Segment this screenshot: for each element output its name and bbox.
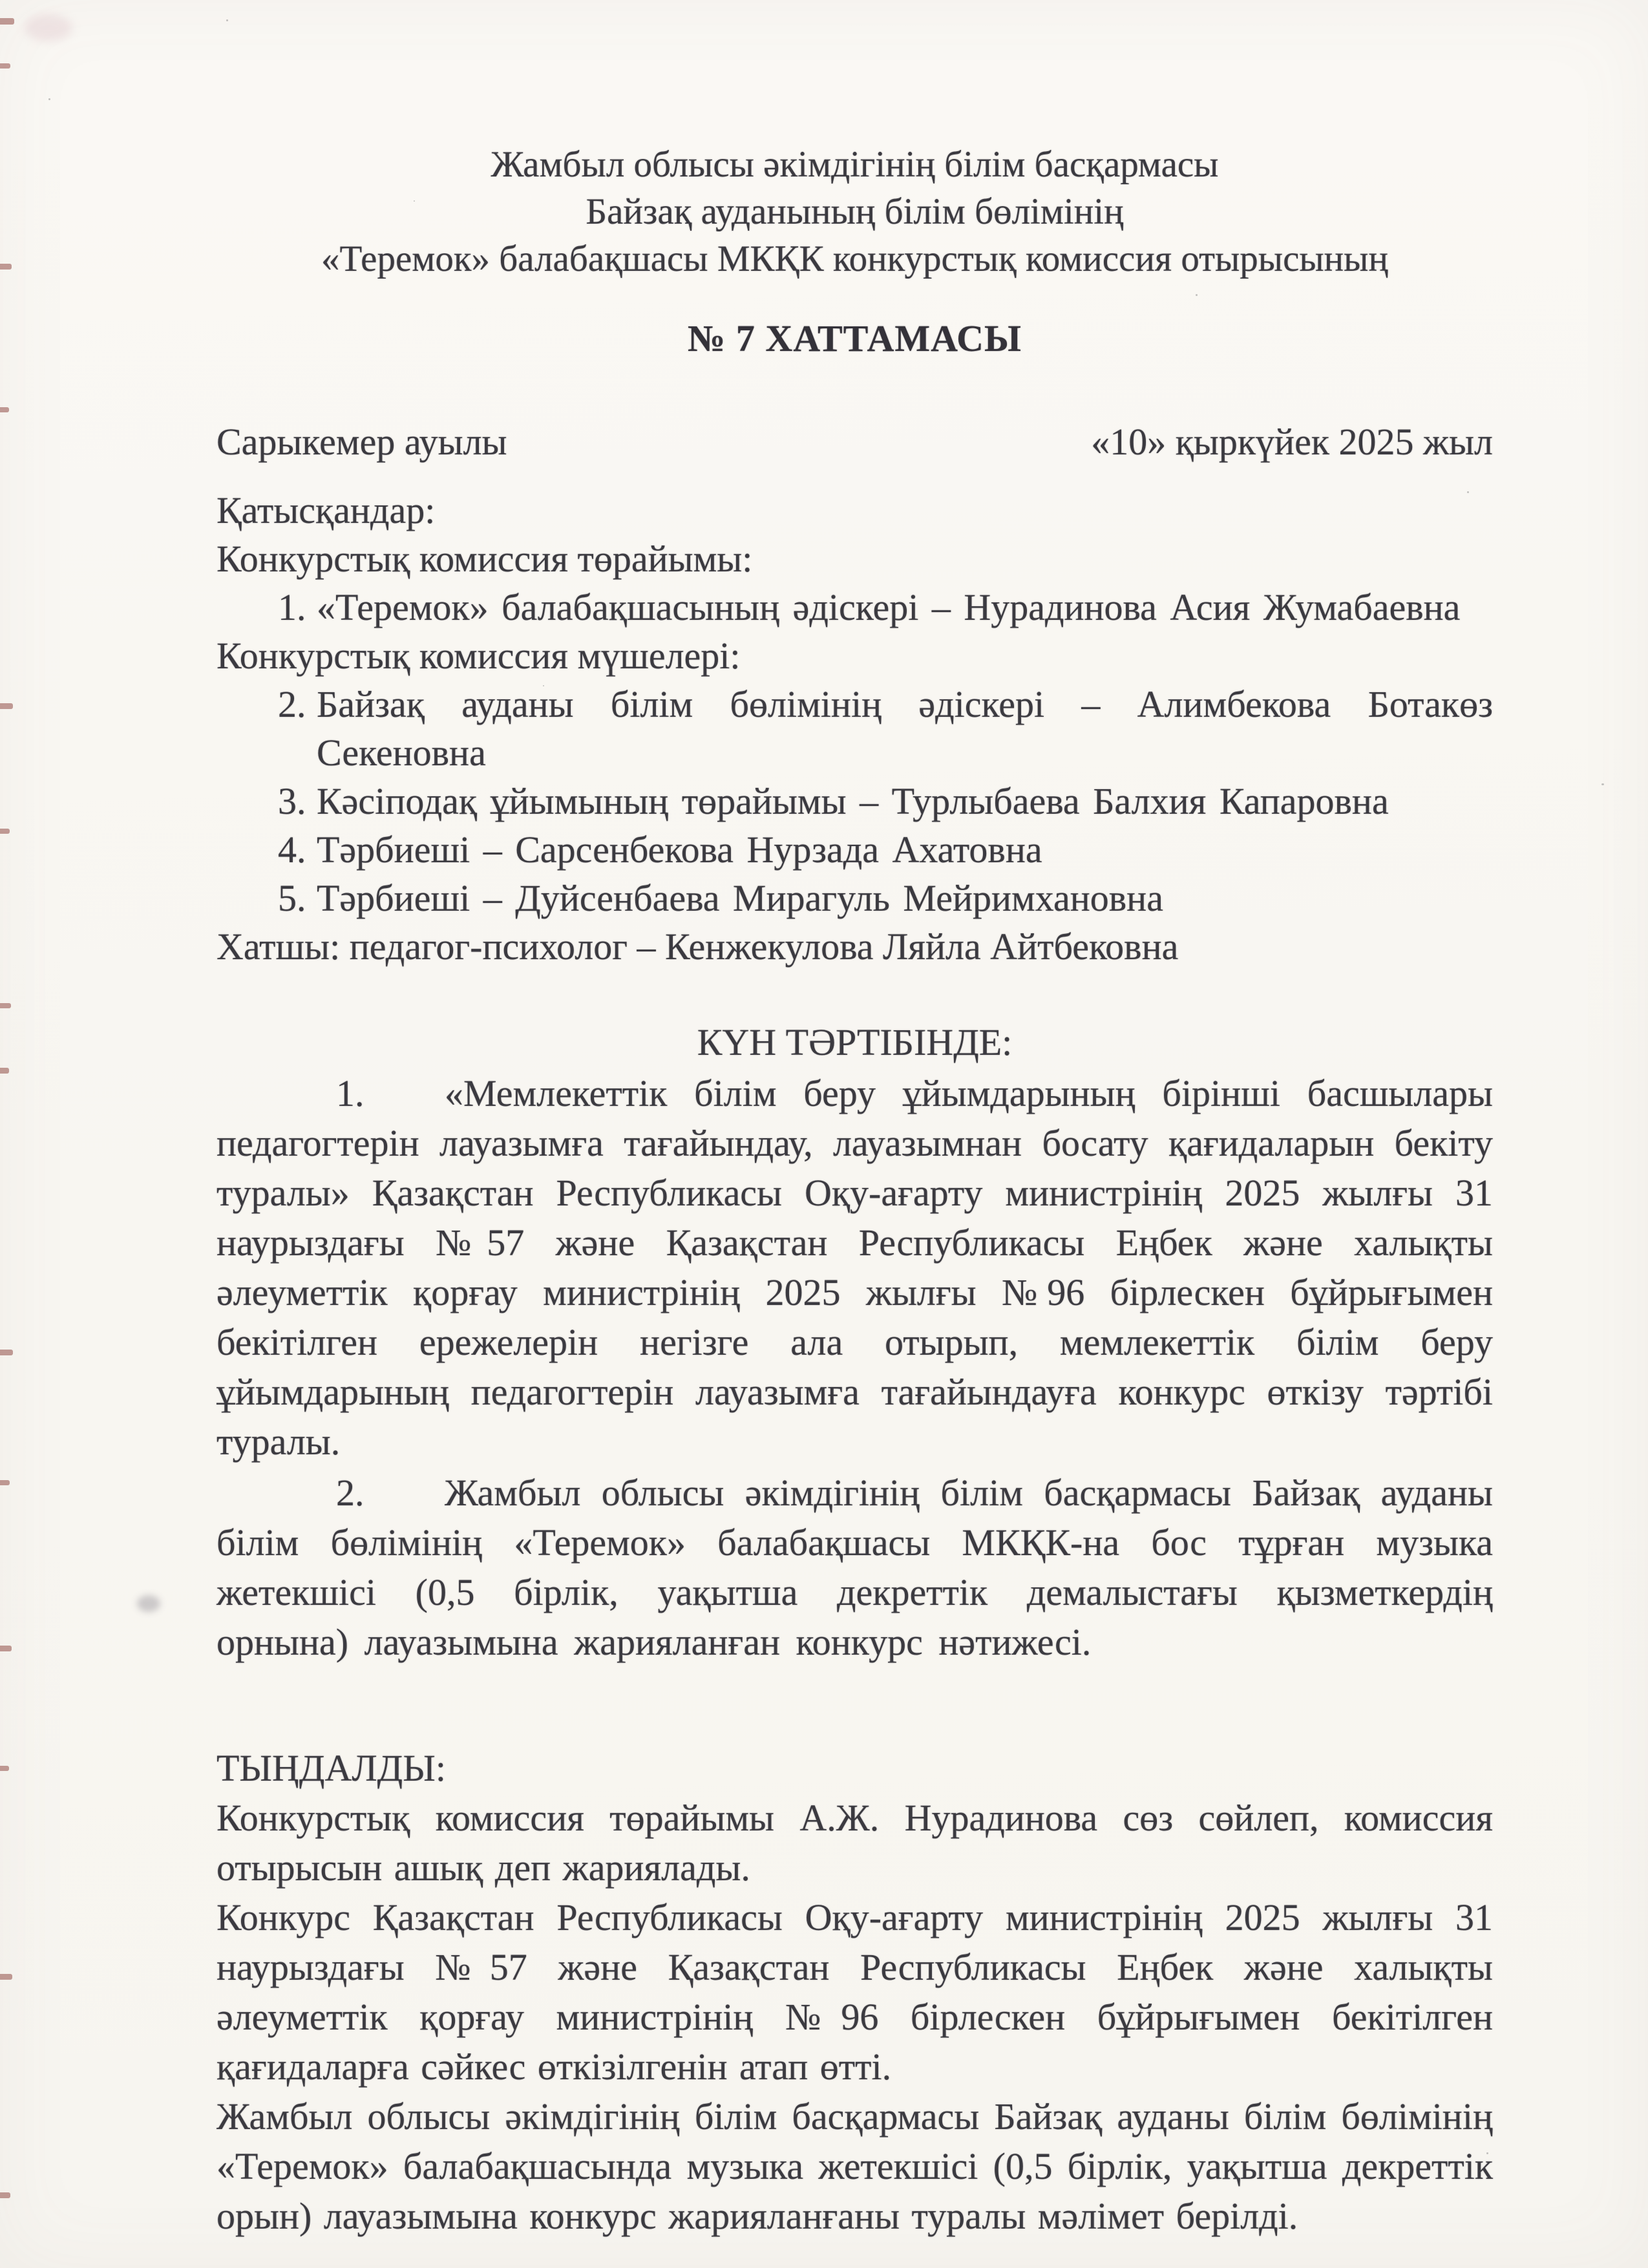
scan-edge-mark <box>0 63 10 69</box>
members-label: Конкурстық комиссия мүшелері: <box>217 635 741 677</box>
scan-edge-mark <box>0 1646 12 1651</box>
agenda-item-2 <box>217 1468 1493 1667</box>
participant-member <box>217 777 1493 825</box>
participants-heading: Қатысқандар: <box>217 489 436 531</box>
scan-edge-mark <box>0 1766 9 1771</box>
participant-text: Тәрбиеші – Сарсенбекова Нурзада Ахатовна <box>317 829 1042 871</box>
agenda-item-text: Жамбыл облысы әкімдігінің білім басқармасы Байзақ ауданы білім бөлімінің «Теремок» балабақшасы МКҚК-на бос тұрған музыка жетекшісі (0,5 бірлік, уақытша декреттік демалыстағы қызметкердің орнына) лауазымына жарияланған конкурс нәтижесі. <box>217 1472 1493 1663</box>
item-number: 4. <box>278 829 306 871</box>
scan-edge-mark <box>0 407 9 412</box>
scan-edge-mark <box>0 2192 10 2198</box>
participant-chair <box>217 583 1493 631</box>
heard-paragraph: Жамбыл облысы әкімдігінің білім басқармасы Байзақ ауданы білім бөлімінің «Теремок» балабақшасында музыка жетекшісі (0,5 бірлік, уақытша декреттік орын) лауазымына конкурс жарияланғаны туралы мәлімет берілді. <box>217 2095 1493 2237</box>
agenda-item-1 <box>217 1068 1493 1467</box>
place-name: Сарыкемер ауылы <box>217 421 507 463</box>
participant-text: Кәсіподақ ұйымының төрайымы – Турлыбаева Балхия Капаровна <box>317 780 1389 822</box>
scan-edge-mark <box>0 829 10 834</box>
agenda-section <box>217 1017 1493 1667</box>
org-line-authority: Жамбыл облысы әкімдігінің білім басқармасы <box>491 144 1219 185</box>
scan-edge-mark <box>0 1003 11 1008</box>
dust-speck <box>1601 783 1604 785</box>
participant-text: Тәрбиеші – Дуйсенбаева Мирагуль Мейримхановна <box>317 877 1163 919</box>
item-number: 2. <box>336 1472 364 1514</box>
participant-member <box>217 680 1493 777</box>
agenda-heading: КҮН ТӘРТІБІНДЕ: <box>697 1021 1013 1063</box>
item-number: 3. <box>278 780 306 822</box>
org-line-district: Байзақ ауданының білім бөлімінің <box>586 191 1124 232</box>
scan-edge-mark <box>0 1974 12 1980</box>
participant-member <box>217 825 1493 874</box>
protocol-date: «10» қыркүйек 2025 жыл <box>1091 421 1493 463</box>
scan-edge-mark <box>0 1350 13 1355</box>
chair-label: Конкурстық комиссия төрайымы: <box>217 538 753 580</box>
heard-paragraph: Конкурс Қазақстан Республикасы Оқу-ағарту министрінің 2025 жылғы 31 наурыздағы №57 және Қазақстан Республикасы Еңбек және халықты әлеуметтік қорғау министрінің №96 бірлескен бұйрығымен бекітілген қағидаларға сәйкес өткізілгенін атап өтті. <box>217 1896 1493 2088</box>
scan-smudge <box>137 1595 160 1612</box>
scan-edge-mark <box>0 703 13 709</box>
scan-smudge <box>25 14 72 41</box>
dust-speck <box>48 98 50 100</box>
secretary-line: Хатшы: педагог-психолог – Кенжекулова Ляйла Айтбековна <box>217 926 1179 968</box>
agenda-item-text: «Мемлекеттік білім беру ұйымдарының бірінші басшылары педагогтерін лауазымға тағайындау, лауазымнан босату қағидаларын бекіту туралы» Қазақстан Республикасы Оқу-ағарту министрінің 2025 жылғы 31 наурыздағы №57 және Қазақстан Республикасы Еңбек және халықты әлеуметтік қорғау министрінің 2025 жылғы №96 бірлескен бұйрығымен бекітілген ережелерін негізге ала отырып, мемлекеттік білім беру ұйымдарының педагогтерін лауазымға тағайындауға конкурс өткізу тәртібі туралы. <box>217 1072 1493 1463</box>
heard-section <box>217 1743 1493 2241</box>
item-number: 1. <box>278 586 306 628</box>
heard-paragraph: Конкурстық комиссия төрайымы А.Ж. Нурадинова сөз сөйлеп, комиссия отырысын ашық деп жариялады. <box>217 1797 1493 1889</box>
document-header <box>217 141 1493 282</box>
participants-section <box>217 486 1493 971</box>
item-number: 5. <box>278 877 306 919</box>
participant-text: Байзақ ауданы білім бөлімінің әдіскері – Алимбекова Ботакөз Секеновна <box>317 683 1493 774</box>
scan-edge-mark <box>0 1480 10 1485</box>
heard-heading: ТЫҢДАЛДЫ: <box>217 1747 446 1789</box>
scan-edge-mark <box>0 1068 9 1074</box>
participant-member <box>217 874 1493 922</box>
protocol-number-title: № 7 ХАТТАМАСЫ <box>688 317 1022 359</box>
item-number: 2. <box>278 683 306 725</box>
place-date-row <box>217 417 1493 467</box>
scan-edge-mark <box>0 264 12 270</box>
item-number: 1. <box>336 1072 364 1114</box>
scan-edge-mark <box>0 18 14 25</box>
org-line-kindergarten: «Теремок» балабақшасы МКҚК конкурстық комиссия отырысының <box>321 238 1388 279</box>
participant-text: «Теремок» балабақшасының әдіскері – Нурадинова Асия Жумабаевна <box>317 586 1461 628</box>
